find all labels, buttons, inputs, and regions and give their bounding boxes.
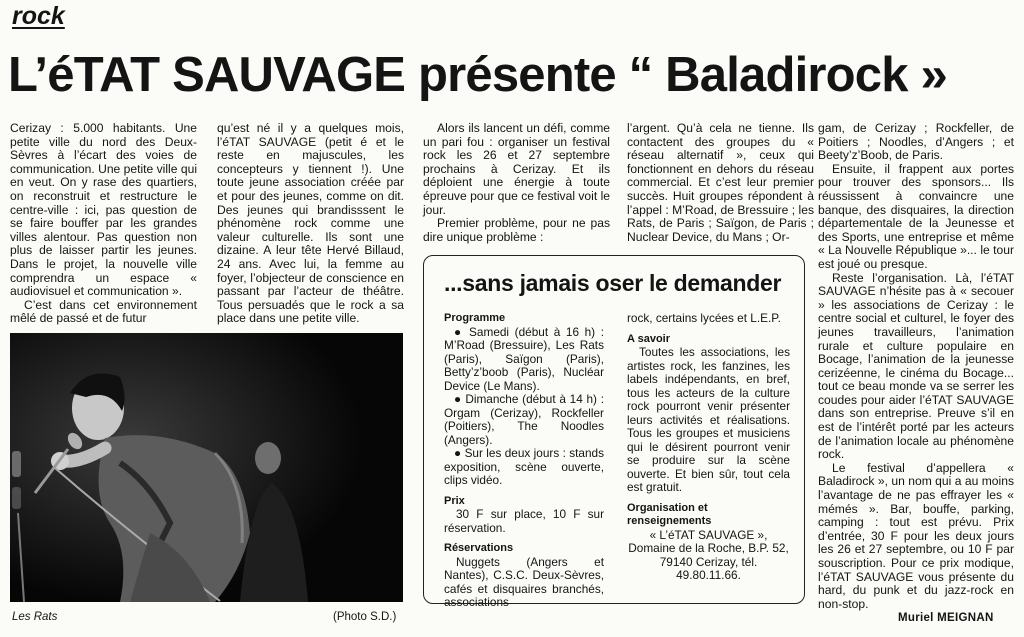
photo-caption: Les Rats (12, 611, 58, 623)
a-savoir-label: A savoir (627, 332, 671, 345)
article-column-1 (10, 122, 197, 326)
paragraph: Alors ils lancent un défi, comme un pari fou : organiser un festival rock les 26 et 27 septembre prochains à Cerizay. Et ils déploient une énergie à toute épreuve pour que ce festival voit le jour. (423, 121, 610, 217)
prix-text: 30 F sur place, 10 F sur réservation. (444, 507, 604, 535)
reservations-text: Nuggets (Angers et Nantes), C.S.C. Deux-Sèvres, cafés et disquaires branchés, associations (444, 554, 604, 609)
prix-label: Prix (444, 494, 465, 507)
programme-item: ● Dimanche (début à 14 h) : Orgam (Cerizay), Rockfeller (Poitiers), The Noodles (Angers). (444, 392, 604, 447)
a-savoir-text: Toutes les associations, les artistes rock, les fanzines, les labels indépendants, en bref, tous les acteurs de la culture rock pourront venir présenter leurs activités et réalisations. Tous les groupes et musiciens qui le désirent pourront venir se produire sur la scène ouverte. Et bien sûr, tout cela est gratuit. (627, 345, 790, 494)
paragraph: qu’est né il y a quelques mois, l’éTAT SAUVAGE (petit é et le reste en majuscules, les concepteurs y tiennent !). Une toute jeune association créée par et pour des jeunes, comme on dit. Des jeunes qui brandisssent le phénomène rock comme une valeur culturelle. Ils sont une dizaine. A leur tête Hervé Billaud, 24 ans. Avec lui, la femme au foyer, l’objecteur de conscience en passant par l’acteur de théâtre. Tous persuadés que le rock a sa place dans une petite ville. (217, 121, 404, 326)
paragraph: Cerizay : 5.000 habitants. Une petite ville du nord des Deux-Sèvres à l’écart des voies de communication. Une petite ville qui en veut. On y rase des quartiers, on reconstruit et restructure le centre-ville : ici, pas question de se faire bouffer par les grandes villes alentour. Pas question non plus de laisser partir les jeunes. Dans le projet, la nouvelle ville comprendra un espace « audiovisuel et communication ». (10, 121, 197, 299)
programme-label: Programme (444, 312, 506, 324)
article-column-2 (217, 122, 404, 326)
singer-performing-image (10, 333, 403, 602)
section-kicker: rock (12, 2, 65, 30)
author-byline: Muriel MEIGNAN (898, 612, 994, 624)
programme-item: ● Samedi (début à 16 h) : M’Road (Bressuire), Les Rats (Paris), Saïgon (Paris), Betty’z’boob (Paris), Nucléar Device (Le Mans). (444, 324, 604, 393)
info-box-left-column (444, 312, 604, 610)
article-column-5 (818, 122, 1014, 611)
info-box (423, 255, 805, 609)
article-column-3 (423, 122, 610, 244)
paragraph: Premier problème, pour ne pas dire unique problème : (423, 216, 610, 244)
article-column-4 (627, 122, 814, 244)
paragraph: Le festival d’appellera « Baladirock », un nom qui a au moins l’avantage de ne pas effrayer les « mémés ». Bar, bouffe, parking, camping : tout est prévu. Prix d’entrée, 30 F pour les deux jours les 26 et 27 septembre, ou 10 F par souscription. Pour ce prix modique, l’éTAT SAUVAGE vous présente du hard, du punk et du jazz-rock en non-stop. (818, 460, 1014, 611)
organisation-label: Organisation et renseignements (627, 501, 712, 527)
box-title: ...sans jamais oser le demander (444, 270, 782, 296)
reservations-label: Réservations (444, 542, 514, 554)
paragraph: l’argent. Qu’à cela ne tienne. Ils contactent des groupes du « réseau alternatif », ceux qui fonctionnent en dehors du réseau commercial. Et c’est leur premier succès. Huit groupes répondent à l’appel : M’Road, de Bressuire ; les Rats, de Paris ; Saïgon, de Paris ; Nuclear Device, du Mans ; Or- (627, 121, 814, 244)
organisation-text: « L’éTAT SAUVAGE », Domaine de la Roche, B.P. 52, 79140 Cerizay, tél. 49.80.11.66. (628, 527, 789, 582)
paragraph: Ensuite, il frappent aux portes pour trouver des sponsors... Ils réussissent à convaincre une banque, des disquaires, la direction départementale de la Jeunesse et des Sports, une entreprise et même « La Nouvelle République »... le tour est joué ou presque. (818, 161, 1014, 271)
programme-item: ● Sur les deux jours : stands exposition, scène ouverte, clips vidéo. (444, 446, 604, 487)
headline: L’éTAT SAUVAGE présente “ Baladirock » (8, 48, 947, 102)
reservations-continuation: rock, certains lycées et L.E.P. (627, 311, 781, 325)
band-photo (10, 333, 403, 602)
info-box-right-column (627, 312, 790, 583)
paragraph: C’est dans cet environnement mêlé de passé et de futur (10, 297, 197, 326)
photo-credit: (Photo S.D.) (333, 611, 397, 623)
paragraph: gam, de Cerizay ; Rockfeller, de Poitiers ; Noodles, d’Angers ; et Beety’z’Boob, de Paris. (818, 121, 1014, 163)
paragraph: Reste l’organisation. Là, l’éTAT SAUVAGE n’hésite pas à « secouer » les associations de Cerizay : le centre social et culturel, le foyer des jeunes travailleurs, l’animation rurale et culture populaire en Bocage, l’animation de la jeunesse cerizéenne, le cinéma du Bocage... tout ce beau monde va se serrer les coudes pour aider l’éTAT SAUVAGE dans son entreprise. Preuve s’il en est de l’intérêt porté par les acteurs de l’animation locale au phénomène rock. (818, 270, 1014, 462)
